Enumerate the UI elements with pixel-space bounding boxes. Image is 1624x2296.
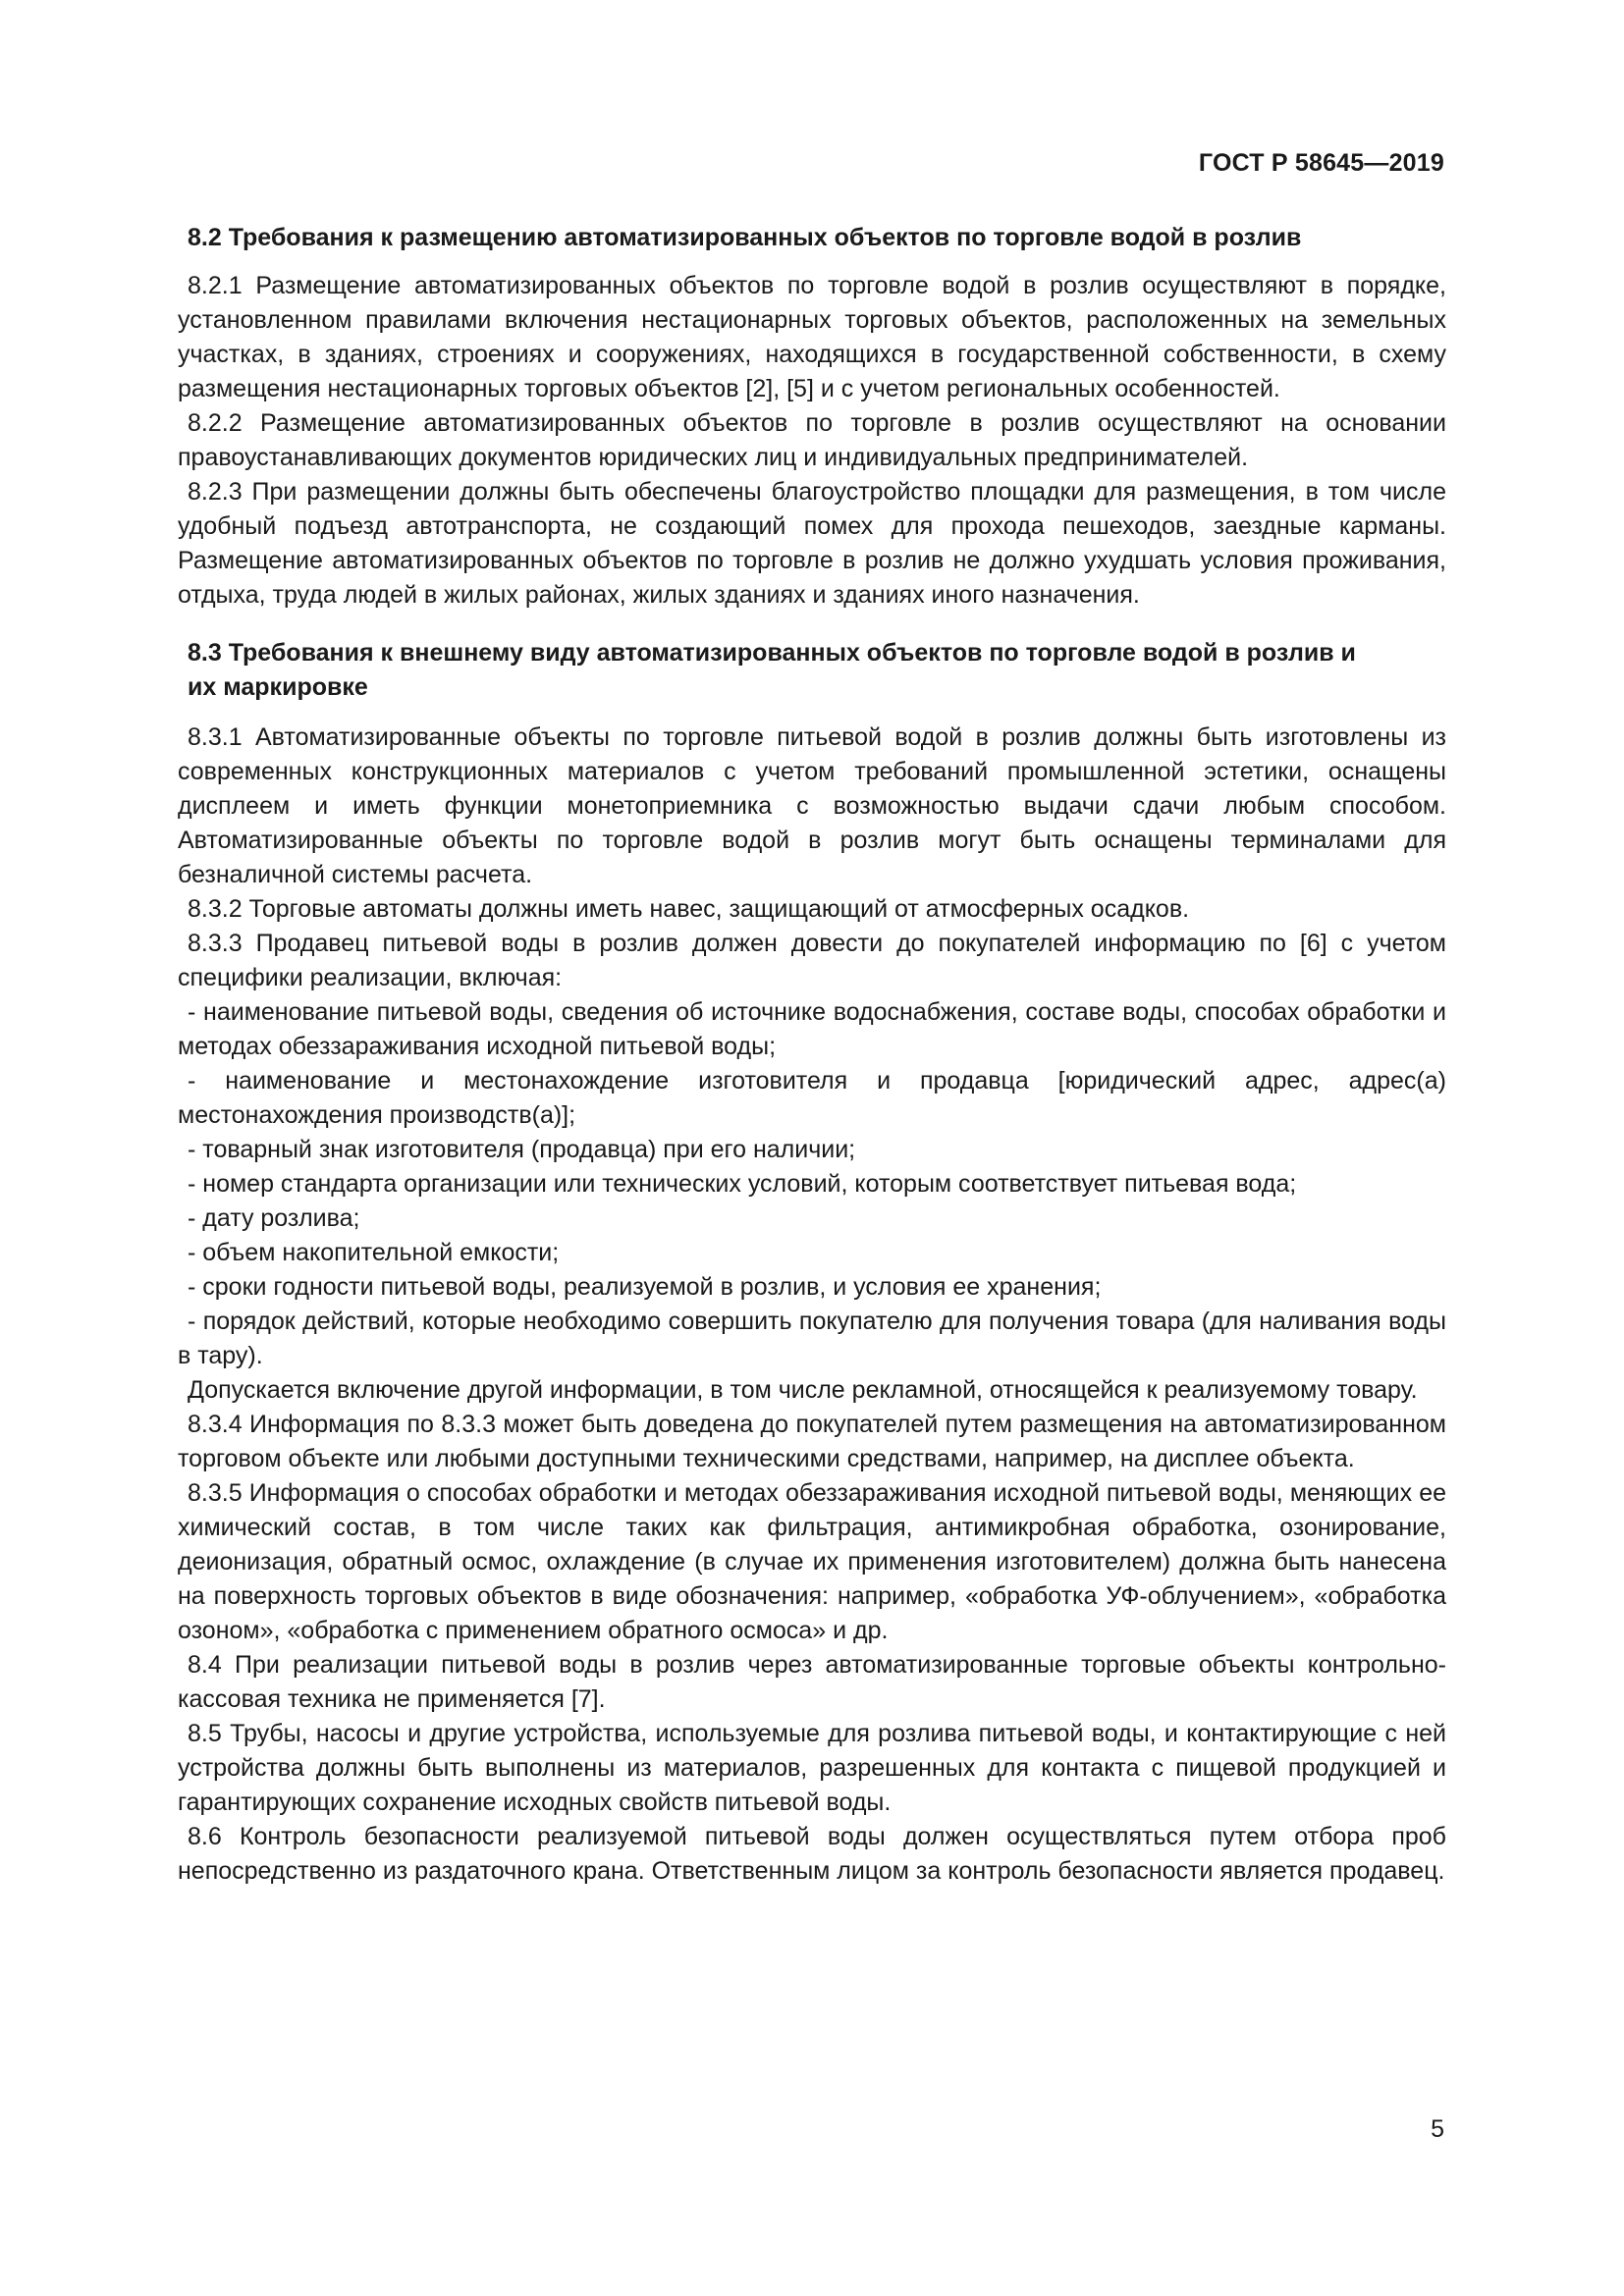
paragraph-8-3-1: 8.3.1 Автоматизированные объекты по торговле питьевой водой в розлив должны быть изготовлены из современных конструкционных материалов с учетом требований промышленной эстетики, оснащены дисплеем и иметь функции монетоприемника с возможностью выдачи сдачи любым способом. Автоматизированные объекты по торговле водой в розлив могут быть оснащены терминалами для безналичной системы расчета. xyxy=(178,723,1446,888)
section-8-3-heading: 8.3 Требования к внешнему виду автоматизированных объектов по торговле водой в розлив и их маркировке xyxy=(188,639,1356,701)
page-number: 5 xyxy=(1431,2115,1444,2143)
paragraph-8-5: 8.5 Трубы, насосы и другие устройства, используемые для розлива питьевой воды, и контактирующие с ней устройства должны быть выполнены из материалов, разрешенных для контакта с пищевой продукцией и гарантирующих сохранение исходных свойств питьевой воды. xyxy=(178,1720,1446,1816)
list-item: - порядок действий, которые необходимо совершить покупателю для получения товара (для наливания воды в тару). xyxy=(178,1308,1446,1369)
paragraph-8-3-2: 8.3.2 Торговые автоматы должны иметь навес, защищающий от атмосферных осадков. xyxy=(188,895,1190,923)
list-item: - наименование питьевой воды, сведения об источнике водоснабжения, составе воды, способах обработки и методах обеззараживания исходной питьевой воды; xyxy=(178,998,1446,1060)
list-item: - сроки годности питьевой воды, реализуемой в розлив, и условия ее хранения; xyxy=(188,1273,1102,1301)
list-item: - номер стандарта организации или технических условий, которым соответствует питьевая вода; xyxy=(188,1170,1297,1198)
paragraph-8-2-3: 8.2.3 При размещении должны быть обеспечены благоустройство площадки для размещения, в том числе удобный подъезд автотранспорта, не создающий помех для прохода пешеходов, заездные карманы. Размещение автоматизированных объектов по торговле в розлив не должно ухудшать условия проживания, отдыха, труда людей в жилых районах, жилых зданиях и зданиях иного назначения. xyxy=(178,478,1446,609)
paragraph-8-2-1: 8.2.1 Размещение автоматизированных объектов по торговле водой в розлив осуществляют в порядке, установленном правилами включения нестационарных торговых объектов, расположенных на земельных участках, в зданиях, строениях и сооружениях, находящихся в государственной собственности, в схему размещения нестационарных торговых объектов [2], [5] и с учетом региональных особенностей. xyxy=(178,272,1446,402)
list-item: - товарный знак изготовителя (продавца) при его наличии; xyxy=(188,1136,856,1163)
paragraph-additional-info: Допускается включение другой информации, в том числе рекламной, относящейся к реализуемому товару. xyxy=(188,1376,1418,1404)
document-code: ГОСТ Р 58645—2019 xyxy=(1198,149,1444,177)
paragraph-8-3-3: 8.3.3 Продавец питьевой воды в розлив должен довести до покупателей информацию по [6] с учетом специфики реализации, включая: xyxy=(178,930,1446,991)
list-item: - объем накопительной емкости; xyxy=(188,1239,560,1266)
list-item: - наименование и местонахождение изготовителя и продавца [юридический адрес, адрес(а) местонахождения производств(а)]; xyxy=(178,1067,1446,1129)
paragraph-8-6: 8.6 Контроль безопасности реализуемой питьевой воды должен осуществляться путем отбора проб непосредственно из раздаточного крана. Ответственным лицом за контроль безопасности является продавец. xyxy=(178,1823,1446,1885)
document-body xyxy=(178,221,1446,1889)
paragraph-8-4: 8.4 При реализации питьевой воды в розлив через автоматизированные торговые объекты контрольно-кассовая техника не применяется [7]. xyxy=(178,1651,1446,1713)
paragraph-8-3-4: 8.3.4 Информация по 8.3.3 может быть доведена до покупателей путем размещения на автоматизированном торговом объекте или любыми доступными техническими средствами, например, на дисплее объекта. xyxy=(178,1411,1446,1472)
paragraph-8-3-5: 8.3.5 Информация о способах обработки и методах обеззараживания исходной питьевой воды, меняющих ее химический состав, в том числе таких как фильтрация, антимикробная обработка, озонирование, деионизация, обратный осмос, охлаждение (в случае их применения изготовителем) должна быть нанесена на поверхность торговых объектов в виде обозначения: например, «обработка УФ-облучением», «обработка озоном», «обработка с применением обратного осмоса» и др. xyxy=(178,1479,1446,1644)
section-8-2-heading: 8.2 Требования к размещению автоматизированных объектов по торговле водой в розлив xyxy=(188,224,1302,251)
list-item: - дату розлива; xyxy=(188,1204,360,1232)
paragraph-8-2-2: 8.2.2 Размещение автоматизированных объектов по торговле в розлив осуществляют на основании правоустанавливающих документов юридических лиц и индивидуальных предпринимателей. xyxy=(178,409,1446,471)
